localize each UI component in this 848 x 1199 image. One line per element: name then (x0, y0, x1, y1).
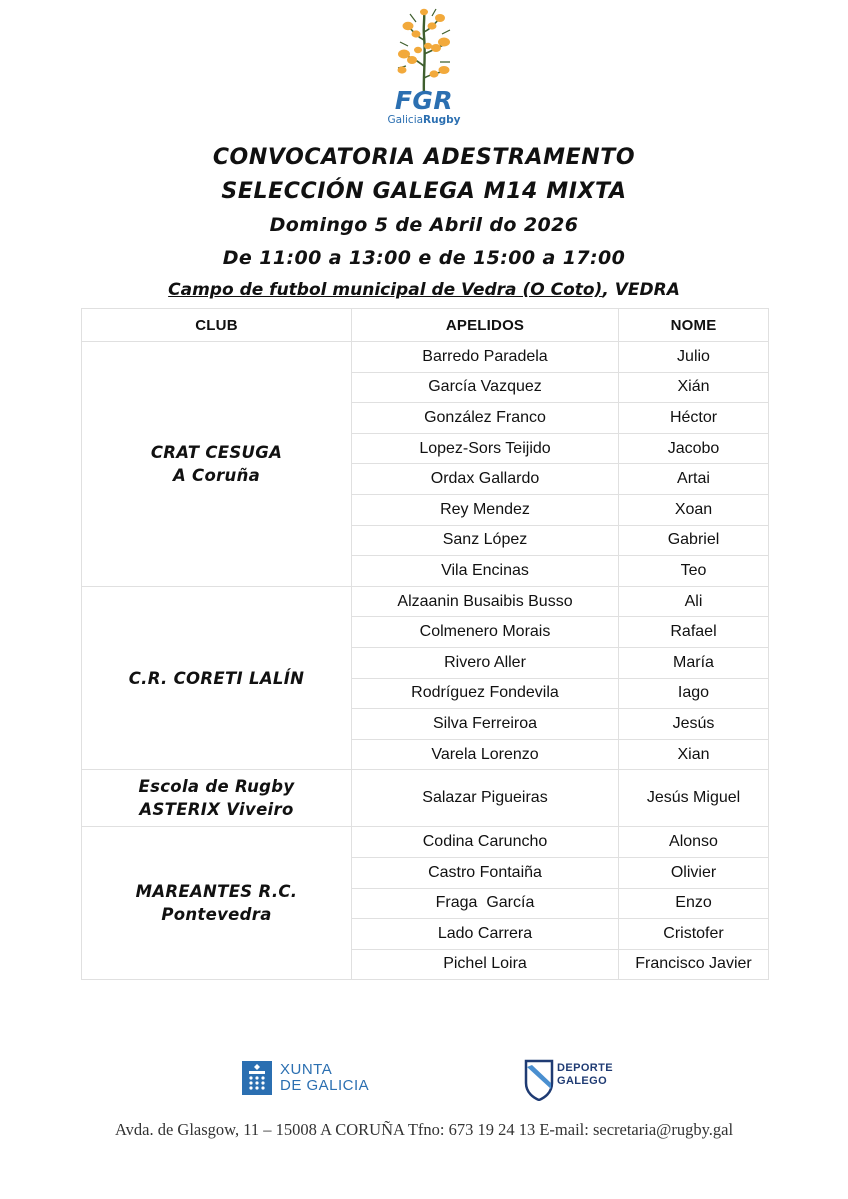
xunta-text (280, 1062, 369, 1094)
player-nome: Teo (619, 556, 769, 587)
club-city: ASTERIX Viveiro (139, 800, 294, 820)
club-name: Escola de Rugby (138, 777, 295, 797)
player-nome: María (619, 647, 769, 678)
player-apelidos: Salazar Pigueiras (352, 770, 619, 827)
club-cell (82, 770, 352, 827)
logo-subtitle (380, 114, 468, 126)
player-apelidos: Codina Caruncho (352, 827, 619, 858)
xunta-line2: DE GALICIA (280, 1077, 370, 1094)
player-apelidos: Castro Fontaiña (352, 857, 619, 888)
table-header-row (82, 309, 769, 342)
club-cell (82, 342, 352, 587)
player-nome: Alonso (619, 827, 769, 858)
player-nome: Enzo (619, 888, 769, 919)
player-apelidos: Silva Ferreiroa (352, 709, 619, 740)
logo-sub-galicia: Galicia (387, 114, 424, 126)
table-row (82, 770, 769, 827)
player-nome: Ali (619, 586, 769, 617)
heading-title: CONVOCATORIA ADESTRAMENTO (212, 145, 636, 170)
club-city: Pontevedra (161, 905, 272, 925)
venue-separator: , (602, 280, 615, 300)
logo-wordmark: FGR (394, 86, 454, 115)
club-cell (82, 586, 352, 770)
player-nome: Xián (619, 372, 769, 403)
club-name: MAREANTES R.C. (135, 882, 298, 902)
roster-table (81, 308, 769, 980)
player-apelidos: García Vazquez (352, 372, 619, 403)
player-apelidos: Alzaanin Busaibis Busso (352, 586, 619, 617)
player-apelidos: González Franco (352, 403, 619, 434)
player-nome: Gabriel (619, 525, 769, 556)
player-nome: Julio (619, 342, 769, 373)
heading-venue-line (0, 275, 848, 305)
table-row (82, 827, 769, 858)
player-apelidos: Fraga García (352, 888, 619, 919)
column-header-apelidos: APELIDOS (352, 309, 619, 342)
heading-subtitle: SELECCIÓN GALEGA M14 MIXTA (221, 179, 627, 204)
player-nome: Xian (619, 739, 769, 770)
player-apelidos: Colmenero Morais (352, 617, 619, 648)
player-nome: Rafael (619, 617, 769, 648)
player-apelidos: Lado Carrera (352, 919, 619, 950)
player-nome: Jacobo (619, 433, 769, 464)
player-nome: Francisco Javier (619, 949, 769, 980)
venue-name: Campo de futbol municipal de Vedra (O Coto) (168, 280, 603, 300)
player-apelidos: Pichel Loira (352, 949, 619, 980)
player-nome: Héctor (619, 403, 769, 434)
player-nome: Iago (619, 678, 769, 709)
club-city: A Coruña (172, 465, 261, 485)
player-apelidos: Rodríguez Fondevila (352, 678, 619, 709)
player-apelidos: Barredo Paradela (352, 342, 619, 373)
heading-date: Domingo 5 de Abril do 2026 (269, 214, 579, 236)
player-apelidos: Rivero Aller (352, 647, 619, 678)
player-nome: Olivier (619, 857, 769, 888)
deporte-line1: DEPORTE (557, 1062, 613, 1074)
player-nome: Jesús Miguel (619, 770, 769, 827)
footer-contact: Avda. de Glasgow, 11 – 15008 A CORUÑA Tfno: 673 19 24 13 E-mail: secretaria@rugby.gal (114, 1120, 734, 1139)
player-apelidos: Vila Encinas (352, 556, 619, 587)
player-apelidos: Ordax Gallardo (352, 464, 619, 495)
deporte-galego-logo (524, 1059, 634, 1101)
player-nome: Artai (619, 464, 769, 495)
gorse-plant-icon (388, 6, 460, 96)
player-nome: Xoan (619, 494, 769, 525)
xunta-de-galicia-logo (242, 1059, 372, 1099)
player-apelidos: Varela Lorenzo (352, 739, 619, 770)
column-header-club: CLUB (82, 309, 352, 342)
club-name: CRAT CESUGA (150, 442, 283, 462)
deporte-galego-shield-icon (524, 1059, 554, 1101)
player-apelidos: Lopez-Sors Teijido (352, 433, 619, 464)
table-row (82, 586, 769, 617)
club-cell (82, 827, 352, 980)
xunta-line1: XUNTA (280, 1061, 333, 1078)
column-header-nome: NOME (619, 309, 769, 342)
player-nome: Jesús (619, 709, 769, 740)
venue-town: VEDRA (614, 280, 680, 300)
deporte-line2: GALEGO (557, 1075, 608, 1087)
heading-schedule: De 11:00 a 13:00 e de 15:00 a 17:00 (222, 247, 626, 269)
header-logo (0, 0, 848, 135)
player-nome: Cristofer (619, 919, 769, 950)
club-name: C.R. CORETI LALÍN (128, 668, 305, 688)
table-row (82, 342, 769, 373)
galicia-coat-of-arms-icon (242, 1061, 272, 1095)
player-apelidos: Rey Mendez (352, 494, 619, 525)
logo-sub-rugby: Rugby (423, 114, 461, 126)
player-apelidos: Sanz López (352, 525, 619, 556)
deporte-text (557, 1062, 613, 1088)
roster-body (82, 342, 769, 980)
document-heading (0, 141, 848, 305)
